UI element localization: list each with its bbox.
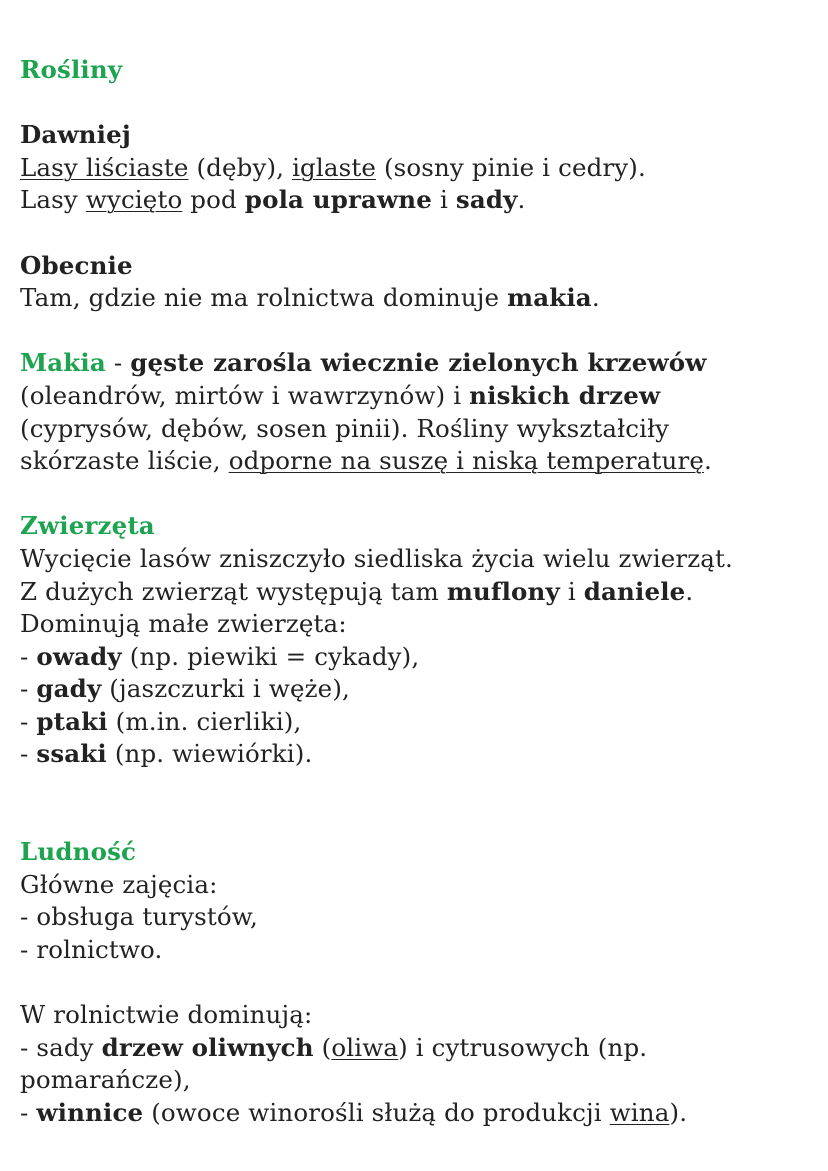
text-span: (m.in. cierliki), xyxy=(107,706,302,736)
list-item xyxy=(20,1032,828,1065)
paragraph-line: Główne zajęcia: xyxy=(20,869,218,899)
bold-text: sady xyxy=(455,185,518,215)
text-span: Tam, gdzie nie ma rolnictwa dominuje xyxy=(20,283,508,313)
bold-text: ssaki xyxy=(36,739,107,769)
text-span: (np. wiewiórki). xyxy=(106,739,313,769)
list-item xyxy=(20,738,828,771)
paragraph-line xyxy=(20,347,828,380)
text-span: (jaszczurki i węże), xyxy=(101,674,350,704)
section-title-zwierzeta: Zwierzęta xyxy=(20,511,155,541)
list-dash: - xyxy=(20,739,37,769)
text-span: (owoce winorośli służą do produkcji xyxy=(143,1098,610,1127)
text-span: . xyxy=(517,185,526,215)
paragraph-line: Wycięcie lasów zniszczyło siedliska życia wielu zwierząt. xyxy=(20,543,733,573)
paragraph-line xyxy=(20,184,828,217)
paragraph-line: pomarańcze), xyxy=(20,1065,191,1095)
paragraph-line xyxy=(20,152,828,185)
text-span: i xyxy=(432,185,456,215)
list-item: - rolnictwo. xyxy=(20,935,163,965)
bold-text: owady xyxy=(36,641,122,671)
text-span: - xyxy=(105,348,131,378)
paragraph-line xyxy=(20,576,828,609)
text-span: (sosny pinie i cedry). xyxy=(376,152,646,182)
paragraph-line xyxy=(20,380,828,413)
bold-text: daniele xyxy=(583,576,686,606)
text-span: skórzaste liście, xyxy=(20,446,229,476)
paragraph-line xyxy=(20,282,828,315)
text-span: Z dużych zwierząt występują tam xyxy=(20,576,447,606)
text-span: . xyxy=(704,446,712,476)
list-dash: - xyxy=(20,674,37,704)
underlined-text: wycięto xyxy=(85,185,183,215)
text-span: . xyxy=(591,283,600,313)
underlined-text: odporne na suszę i niską temperaturę xyxy=(228,446,704,476)
section-title-ludnosc: Ludność xyxy=(20,837,137,867)
list-item xyxy=(20,706,828,739)
bold-text: winnice xyxy=(36,1098,144,1127)
text-span: ). xyxy=(669,1098,688,1127)
paragraph-line: W rolnictwie dominują: xyxy=(20,1000,313,1030)
list-item xyxy=(20,641,828,674)
bold-text: drzew oliwnych xyxy=(101,1032,314,1062)
bold-text: gęste zarośla wiecznie zielonych krzewów xyxy=(130,348,707,378)
text-span: i xyxy=(559,576,584,606)
text-span: Lasy xyxy=(20,185,86,215)
bold-text: ptaki xyxy=(36,706,108,736)
text-span: (dęby), xyxy=(188,152,293,182)
text-span: ( xyxy=(313,1032,332,1062)
underlined-text: oliwa xyxy=(331,1032,399,1062)
list-dash: - xyxy=(20,706,37,736)
text-span: - xyxy=(20,1098,37,1127)
bold-text: niskich drzew xyxy=(469,380,661,410)
paragraph-line: Dominują małe zwierzęta: xyxy=(20,609,347,639)
list-dash: - xyxy=(20,641,37,671)
paragraph-line: (cyprysów, dębów, sosen pinii). Rośliny wykształciły xyxy=(20,413,670,443)
bold-text: pola uprawne xyxy=(244,185,432,215)
underlined-text: wina xyxy=(609,1098,670,1127)
section-title-rosliny: Rośliny xyxy=(20,55,123,84)
text-span: - sady xyxy=(20,1032,102,1062)
text-span: ) i cytrusowych (np. xyxy=(398,1032,648,1062)
list-item xyxy=(20,1097,828,1130)
subheading-dawniej: Dawniej xyxy=(20,120,131,150)
bold-text: makia xyxy=(507,283,592,313)
bold-text: muflony xyxy=(446,576,560,606)
text-span: (np. piewiki = cykady), xyxy=(121,641,420,671)
text-span: (oleandrów, mirtów i wawrzynów) i xyxy=(20,380,470,410)
paragraph-line xyxy=(20,445,828,478)
term-makia: Makia xyxy=(20,348,106,378)
underlined-text: iglaste xyxy=(292,152,376,182)
list-item xyxy=(20,673,828,706)
subheading-obecnie: Obecnie xyxy=(20,250,133,280)
underlined-text: Lasy liściaste xyxy=(20,152,189,182)
text-span: . xyxy=(685,576,694,606)
bold-text: gady xyxy=(36,674,102,704)
text-span: pod xyxy=(182,185,245,215)
list-item: - obsługa turystów, xyxy=(20,902,258,932)
